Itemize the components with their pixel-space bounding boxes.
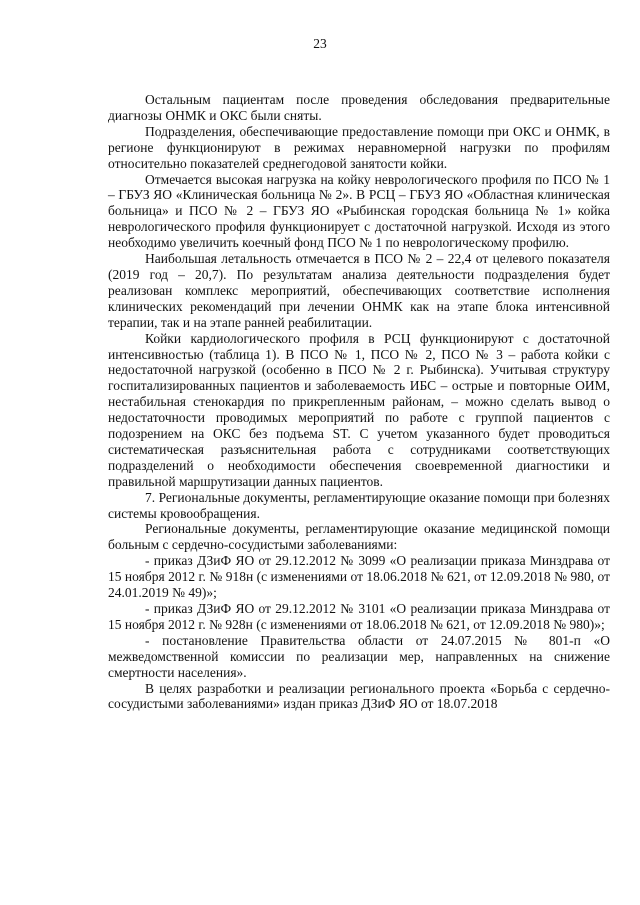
paragraph: Остальным пациентам после проведения обследования предварительные диагнозы ОНМК и ОКС были сняты. <box>108 92 610 123</box>
paragraph: Отмечается высокая нагрузка на койку неврологического профиля по ПСО № 1 – ГБУЗ ЯО «Клиническая больница № 2». В РСЦ – ГБУЗ ЯО «Областная клиническая больница» и ПСО № 2 – ГБУЗ ЯО «Рыбинская городская больница № 1» койка неврологического профиля функционирует с достаточной нагрузкой. Исходя из этого необходимо увеличить коечный фонд ПСО № 1 по неврологическому профилю. <box>108 171 610 251</box>
paragraph: Койки кардиологического профиля в РСЦ функционируют с достаточной интенсивностью (таблица 1). В ПСО № 1, ПСО № 2, ПСО № 3 – работа койки с недостаточной нагрузкой (особенно в ПСО № 2 г. Рыбинска). Учитывая структуру госпитализированных пациентов и заболеваемость ИБС – острые и повторные ОИМ, нестабильная стенокардия по прикрепленным районам, – можно сделать вывод о недостаточности проводимых мероприятий по работе с группой пациентов с подозрением на ОКС без подъема ST. С учетом указанного будет проводиться систематическая разъяснительная работа с сотрудниками соответствующих подразделений о необходимости обеспечения своевременной диагностики и правильной маршрутизации данных пациентов. <box>108 330 610 489</box>
list-item: - приказ ДЗиФ ЯО от 29.12.2012 № 3099 «О реализации приказа Минздрава от 15 ноября 2012 г. № 918н (с изменениями от 18.06.2018 № 621, от 12.09.2018 № 980, от 24.01.2019 № 49)»; <box>108 553 610 601</box>
list-item: - приказ ДЗиФ ЯО от 29.12.2012 № 3101 «О реализации приказа Минздрава от 15 ноября 2012 г. № 928н (с изменениями от 18.06.2018 № 621, от 12.09.2018 № 980)»; <box>108 601 610 632</box>
paragraph: В целях разработки и реализации регионального проекта «Борьба с сердечно-сосудистыми заболеваниями» издан приказ ДЗиФ ЯО от 18.07.2018 <box>108 680 610 712</box>
paragraph: Подразделения, обеспечивающие предоставление помощи при ОКС и ОНМК, в регионе функционируют в режимах неравномерной нагрузки по профилям относительно показателей среднегодовой занятости койки. <box>108 123 610 171</box>
list-item: - постановление Правительства области от 24.07.2015 № 801-п «О межведомственной комиссии по реализации мер, направленных на снижение смертности населения». <box>108 632 610 680</box>
page-number: 23 <box>313 36 327 51</box>
paragraph: Региональные документы, регламентирующие оказание медицинской помощи больным с сердечно-сосудистыми заболеваниями: <box>108 521 610 553</box>
document-body <box>108 92 610 712</box>
section-heading: 7. Региональные документы, регламентирующие оказание помощи при болезнях системы кровообращения. <box>108 489 610 521</box>
paragraph: Наибольшая летальность отмечается в ПСО № 2 – 22,4 от целевого показателя (2019 год – 20,7). По результатам анализа деятельности подразделения будет реализован комплекс мероприятий, обеспечивающих соответствие исполнения клинических рекомендаций при лечении ОНМК как на этапе блока интенсивной терапии, так и на этапе ранней реабилитации. <box>108 251 610 330</box>
